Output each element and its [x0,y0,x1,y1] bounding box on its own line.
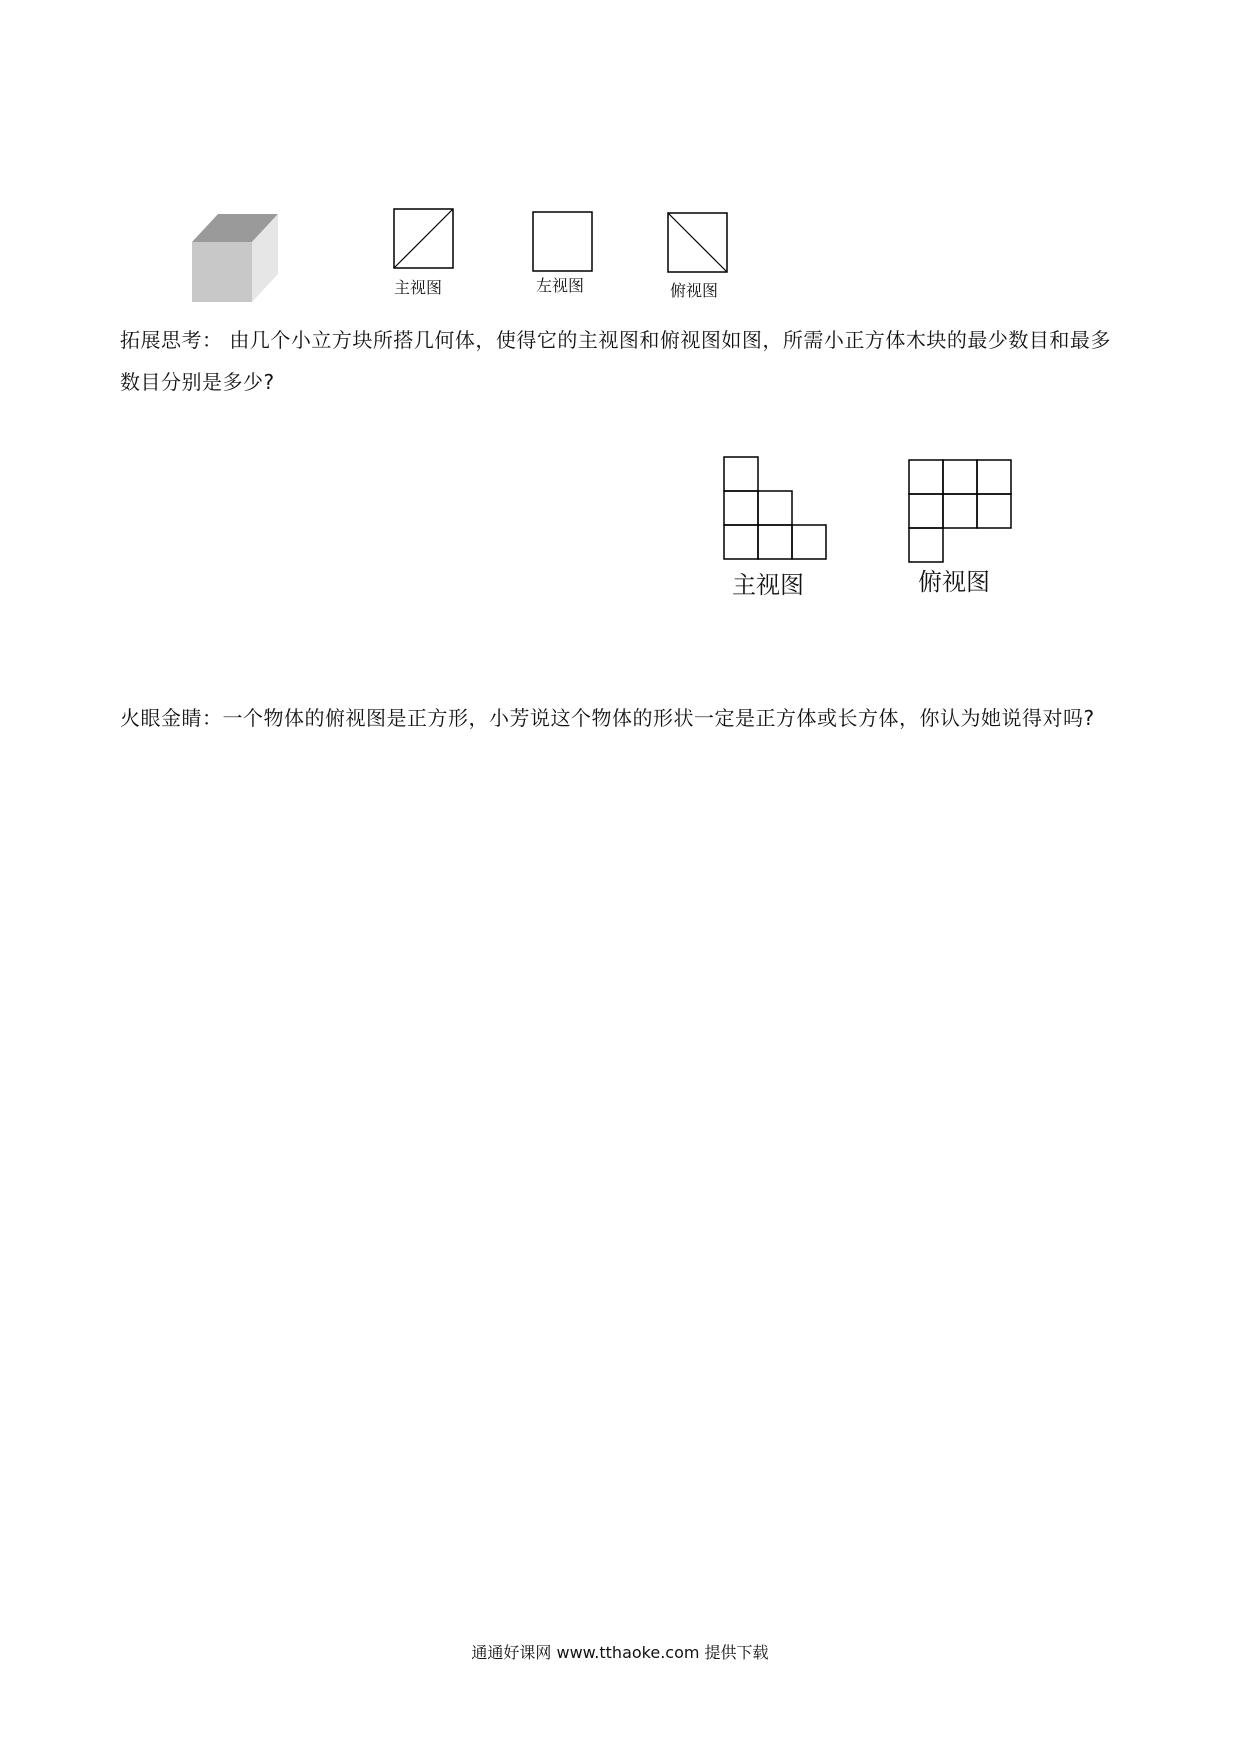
left-view-label: 左视图 [536,276,585,295]
cube-front-face [192,242,252,302]
shaded-cube-figure [190,212,280,302]
front-view-diagonal [394,209,453,268]
top-view-diagonal [668,213,727,272]
front-view-cell [724,525,758,559]
front-view-cell [758,491,792,525]
front-view-cell [724,491,758,525]
top-view-cell [977,494,1011,528]
staircase-front-view-diagram [723,456,827,560]
front-view-cell [758,525,792,559]
question-sharp-eyes: 火眼金睛：一个物体的俯视图是正方形，小芳说这个物体的形状一定是正方体或长方体，你认为她说得对吗? [120,706,1095,730]
top-view-cell [977,460,1011,494]
front-view-diagram [393,208,455,270]
top-view-cell [909,528,943,562]
top-view-cell [943,494,977,528]
question-extension-thinking: 拓展思考： 由几个小立方块所搭几何体，使得它的主视图和俯视图如图，所需小正方体木块的最少数目和最多数目分别是多少? [120,328,1111,394]
grid-top-view-diagram [908,459,1012,563]
front-view-cell [792,525,826,559]
front-view-label: 主视图 [394,278,443,297]
top-view-cell [943,460,977,494]
staircase-front-view-label: 主视图 [732,571,804,599]
grid-top-view-label: 俯视图 [918,568,990,596]
page-footer: 通通好课网 www.tthaoke.com 提供下载 [471,1643,769,1662]
left-view-diagram [532,211,594,273]
front-view-cell [724,457,758,491]
top-view-cell [909,460,943,494]
top-view-label: 俯视图 [670,281,719,300]
left-view-square [533,212,592,271]
top-view-diagram [667,212,729,274]
top-view-cell [909,494,943,528]
